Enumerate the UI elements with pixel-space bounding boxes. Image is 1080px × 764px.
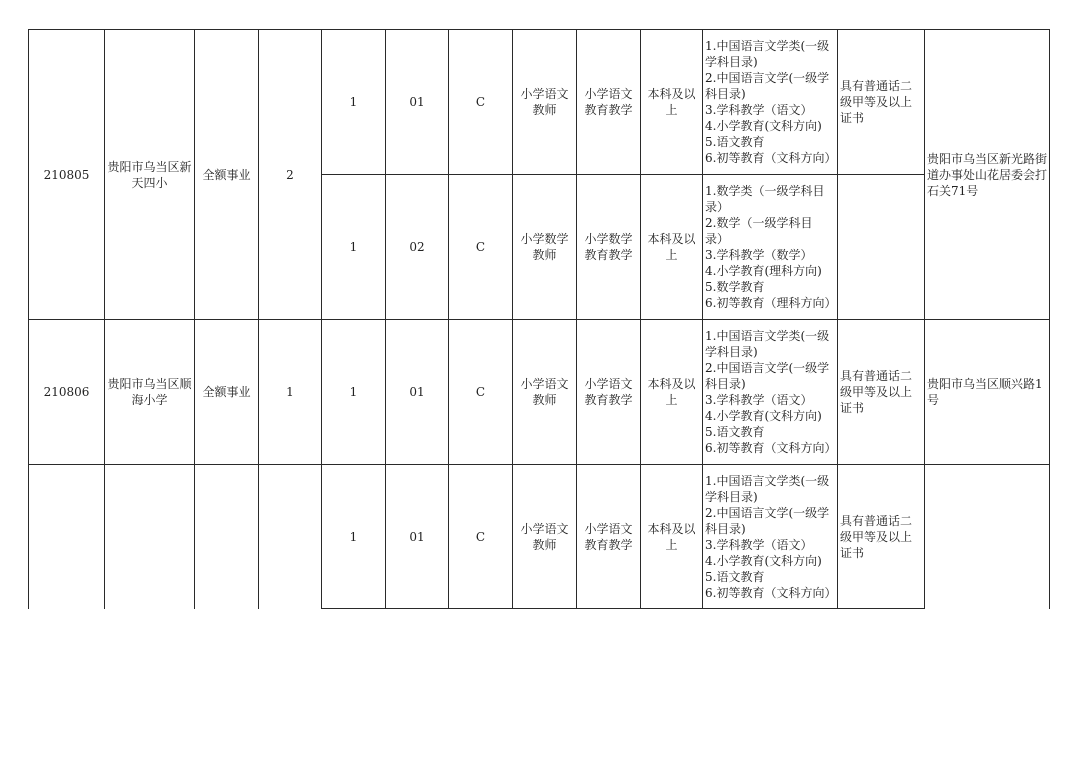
post-code-cell: 02 [386,175,449,320]
subject-cell: 小学语文教育教学 [577,465,641,609]
category-cell: C [449,320,513,465]
unit-code-cell: 210806 [29,320,105,465]
total-count-cell: 1 [259,320,322,465]
category-cell: C [449,30,513,175]
other-requirement-cell [838,175,925,320]
majors-text: 1.中国语言文学类(一级学科目录) 2.中国语言文学(一级学科目录) 3.学科教学（语文） 4.小学教育(文科方向) 5.语文教育 6.初等教育（文科方向） [705,39,837,165]
unit-name-cell: 贵阳市乌当区顺海小学 [105,320,195,465]
post-code-cell: 01 [386,320,449,465]
post-code-cell: 01 [386,30,449,175]
position-count-cell: 1 [322,465,386,609]
position-count-cell: 1 [322,320,386,465]
majors-cell [703,320,838,465]
post-code-cell: 01 [386,465,449,609]
unit-nature-cell [195,465,259,609]
majors-text: 1.中国语言文学类(一级学科目录) 2.中国语言文学(一级学科目录) 3.学科教学（语文） 4.小学教育(文科方向) 5.语文教育 6.初等教育（文科方向） [705,473,837,600]
education-cell: 本科及以上 [641,320,703,465]
table-row [29,320,1050,465]
category-cell: C [449,465,513,609]
post-name-cell: 小学数学教师 [513,175,577,320]
subject-cell: 小学语文教育教学 [577,320,641,465]
position-count-cell: 1 [322,30,386,175]
education-cell: 本科及以上 [641,465,703,609]
other-requirement-cell: 具有普通话二级甲等及以上证书 [838,320,925,465]
post-name-cell: 小学语文教师 [513,320,577,465]
majors-text: 1.中国语言文学类(一级学科目录) 2.中国语言文学(一级学科目录) 3.学科教学（语文） 4.小学教育(文科方向) 5.语文教育 6.初等教育（文科方向） [705,329,837,455]
majors-cell [703,175,838,320]
category-cell: C [449,175,513,320]
unit-nature-cell: 全额事业 [195,30,259,320]
post-name-cell: 小学语文教师 [513,30,577,175]
majors-text: 1.数学类（一级学科目录） 2.数学（一级学科目录） 3.学科教学（数学） 4.小学教育(理科方向) 5.数学教育 6.初等教育（理科方向） [705,184,837,310]
education-cell: 本科及以上 [641,175,703,320]
address-cell: 贵阳市乌当区顺兴路1号 [925,320,1050,465]
post-name-cell: 小学语文教师 [513,465,577,609]
table-row [29,465,1050,609]
other-requirement-cell: 具有普通话二级甲等及以上证书 [838,30,925,175]
subject-cell: 小学数学教育教学 [577,175,641,320]
unit-code-cell: 210805 [29,30,105,320]
subject-cell: 小学语文教育教学 [577,30,641,175]
education-cell: 本科及以上 [641,30,703,175]
address-cell [925,465,1050,609]
table-row [29,30,1050,175]
total-count-cell [259,465,322,609]
unit-nature-cell: 全额事业 [195,320,259,465]
other-requirement-cell: 具有普通话二级甲等及以上证书 [838,465,925,609]
position-count-cell: 1 [322,175,386,320]
majors-cell [703,465,838,609]
total-count-cell: 2 [259,30,322,320]
majors-cell [703,30,838,175]
unit-name-cell: 贵阳市乌当区新天四小 [105,30,195,320]
unit-name-cell [105,465,195,609]
unit-code-cell [29,465,105,609]
recruitment-table [28,29,1050,609]
address-cell: 贵阳市乌当区新光路街道办事处山花居委会打石关71号 [925,30,1050,320]
